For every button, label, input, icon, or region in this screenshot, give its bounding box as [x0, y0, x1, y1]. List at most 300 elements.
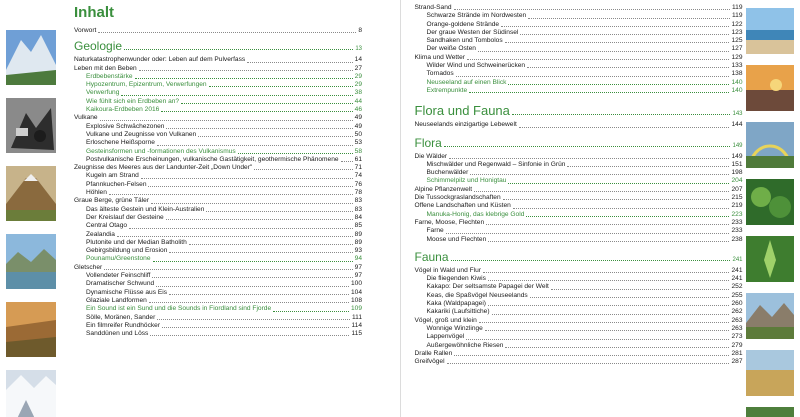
leader-dots: [454, 9, 730, 10]
toc-entry[interactable]: [66, 172, 362, 180]
toc-entry[interactable]: [66, 106, 362, 114]
entry-label: Schwarze Strände im Nordwesten: [426, 12, 527, 20]
entry-page: 84: [354, 213, 362, 221]
entry-page: 129: [731, 53, 743, 61]
entry-label: Wie fühlt sich ein Erdbeben an?: [86, 97, 180, 105]
entry-label: Postvulkanische Erscheinungen, vulkanische Gastätigkeit, geothermische Phänomene: [86, 155, 339, 163]
entry-page: 111: [351, 313, 362, 321]
leader-dots: [98, 32, 356, 33]
section-heading-flora-fauna[interactable]: [415, 103, 743, 118]
entry-label: Höhlen: [86, 189, 107, 197]
leader-dots: [169, 294, 349, 295]
entry-page: 100: [350, 280, 362, 288]
entry-page: 138: [731, 70, 743, 78]
toc-entry[interactable]: [66, 164, 362, 172]
entry-page: 125: [731, 37, 743, 45]
leader-dots: [467, 59, 730, 60]
leader-dots: [483, 272, 730, 273]
entry-page: 97: [354, 263, 362, 271]
leader-dots: [169, 252, 352, 253]
toc-flora-fauna-entries: [407, 121, 743, 129]
leader-dots: [153, 261, 353, 262]
entry-page: 215: [731, 194, 743, 202]
section-label: Fauna: [414, 249, 449, 264]
leader-dots: [109, 194, 353, 195]
entry-page: 233: [731, 218, 743, 226]
entry-page: 108: [350, 296, 362, 304]
leader-dots: [505, 347, 729, 348]
toc-left-entries: [66, 56, 362, 338]
entry-page: 241: [731, 266, 743, 274]
leader-dots: [488, 241, 729, 242]
toc-entry[interactable]: [407, 37, 743, 45]
entry-label: Erloschene Heißsporne: [86, 139, 155, 147]
toc-entry[interactable]: [407, 342, 743, 350]
toc-entry[interactable]: [66, 181, 362, 189]
toc-entry[interactable]: [407, 21, 743, 29]
leader-dots: [503, 199, 730, 200]
entry-label: Kakariki (Laufsittiche): [426, 308, 490, 316]
entry-page: 8: [358, 27, 362, 34]
leader-dots: [156, 286, 349, 287]
entry-label: Kaikoura-Erdbeben 2016: [86, 106, 160, 114]
toc-entry[interactable]: [407, 161, 743, 169]
leader-dots: [157, 145, 353, 146]
leader-dots: [149, 302, 349, 303]
entry-label: Pounamu/Greenstone: [86, 255, 151, 263]
toc-entry[interactable]: [407, 4, 743, 12]
leader-dots: [449, 158, 729, 159]
entry-page: 83: [354, 197, 362, 205]
entry-label: Kugeln am Strand: [86, 172, 139, 180]
entry-page: 207: [731, 185, 743, 193]
entry-label: Dramatischer Schwund: [86, 280, 155, 288]
toc-entry[interactable]: [66, 73, 362, 81]
leader-dots: [479, 322, 730, 323]
leader-dots: [520, 34, 729, 35]
entry-page: 279: [731, 341, 743, 349]
entry-page: 44: [354, 97, 362, 105]
entry-page: 287: [731, 358, 743, 366]
entry-label: Moose und Flechten: [426, 235, 487, 243]
toc-entry[interactable]: [407, 153, 743, 161]
entry-label: Vögel, groß und klein: [414, 316, 477, 324]
toc-entry[interactable]: [407, 87, 743, 95]
leader-dots: [150, 335, 349, 336]
leader-dots: [151, 203, 353, 204]
toc-entry[interactable]: [407, 79, 743, 87]
leader-dots: [135, 78, 353, 79]
sunset-sky-photo: [746, 65, 794, 111]
entry-page: 83: [354, 205, 362, 213]
entry-page: 241: [731, 275, 743, 283]
toc-entry[interactable]: [407, 45, 743, 53]
toc-right: [407, 4, 743, 366]
entry-page: 133: [731, 62, 743, 70]
leader-dots: [117, 236, 353, 237]
manuka-flowers-photo: [746, 407, 794, 417]
section-heading-fauna[interactable]: [415, 250, 743, 264]
leader-dots: [501, 26, 729, 27]
entry-page: 89: [354, 230, 362, 238]
tussock-photo: [746, 350, 794, 396]
entry-page: 114: [351, 321, 362, 329]
entry-page: 71: [354, 164, 362, 172]
entry-label: Sanddünen und Löss: [86, 330, 149, 338]
entry-page: 93: [354, 247, 362, 255]
entry-page: 50: [354, 130, 362, 138]
entry-page: 122: [731, 20, 743, 28]
leader-dots: [104, 269, 352, 270]
entry-label: Vulkane: [74, 114, 98, 122]
entry-page: 219: [731, 202, 743, 210]
toc-entry[interactable]: [66, 206, 362, 214]
entry-page: 46: [354, 106, 362, 114]
entry-label: Offene Landschaften und Küsten: [414, 202, 511, 210]
toc-entry[interactable]: [407, 350, 743, 358]
entry-page: 97: [354, 272, 362, 280]
entry-label: Central Otago: [86, 222, 128, 230]
toc-entry[interactable]: [66, 197, 362, 205]
leader-dots: [152, 277, 352, 278]
toc-entry[interactable]: [407, 267, 743, 275]
entry-label: Glaziale Landformen: [86, 296, 147, 304]
leader-dots: [528, 18, 730, 19]
entry-label: Gesteinsformen und -formationen des Vulkanismus: [86, 147, 236, 155]
leader-dots: [141, 178, 353, 179]
entry-label: Vulkane und Zeugnisse von Vulkanen: [86, 130, 197, 138]
toc-entry[interactable]: [407, 54, 743, 62]
leader-dots: [100, 120, 353, 121]
leader-dots: [148, 186, 352, 187]
toc-entry[interactable]: [66, 98, 362, 106]
toc-entry[interactable]: [66, 322, 362, 330]
entry-page: 223: [731, 210, 743, 218]
entry-label: Neuseelands einzigartige Lebewelt: [414, 121, 517, 129]
toc-entry[interactable]: [407, 194, 743, 202]
entry-page: 281: [731, 349, 743, 357]
entry-page: 94: [354, 255, 362, 263]
entry-label: Neuseeland auf einen Blick: [426, 78, 507, 86]
toc-entry[interactable]: [66, 81, 362, 89]
entry-page: 27: [354, 64, 362, 72]
toc-fauna-entries: [407, 267, 743, 367]
leader-dots: [513, 208, 730, 209]
entry-label: Ein Sound ist ein Sund und die Sounds in Fiordland sind Fjorde: [86, 305, 272, 313]
toc-entry[interactable]: [66, 214, 362, 222]
leader-dots: [121, 95, 352, 96]
entry-page: 38: [354, 89, 362, 97]
entry-label: Außergewöhnliche Riesen: [426, 341, 504, 349]
entry-label: Lappenvögel: [426, 333, 465, 341]
river-valley-photo: [6, 234, 56, 289]
toc-entry[interactable]: [407, 177, 743, 185]
volcano-photo: [6, 166, 56, 221]
entry-label: Tornados: [426, 70, 454, 78]
entry-page: 233: [731, 227, 743, 235]
toc-entry[interactable]: [407, 12, 743, 20]
leader-dots: [505, 42, 730, 43]
toc-entry[interactable]: [66, 289, 362, 297]
entry-page: 61: [354, 155, 362, 163]
toc-entry[interactable]: [407, 211, 743, 219]
toc-entry[interactable]: [66, 231, 362, 239]
toc-entry[interactable]: [66, 330, 362, 338]
entry-label: Kakapo: Der seltsamste Papagei der Welt: [426, 283, 549, 291]
leader-dots: [139, 70, 353, 71]
leader-dots: [247, 62, 352, 63]
leader-dots: [551, 289, 730, 290]
toc-entry[interactable]: [66, 264, 362, 272]
mountain-lake-photo: [6, 30, 56, 85]
toc-entry[interactable]: [66, 222, 362, 230]
entry-label: Der Kreislauf der Gesteine: [86, 213, 164, 221]
toc-title: Inhalt: [74, 4, 114, 21]
entry-page: 78: [354, 189, 362, 197]
entry-label: Erdbebenstärke: [86, 72, 133, 80]
entry-label: Alpine Pflanzenwelt: [414, 185, 473, 193]
entry-page: 252: [731, 283, 743, 291]
toc-entry[interactable]: [407, 236, 743, 244]
entry-page: 53: [354, 139, 362, 147]
leader-dots: [519, 127, 730, 128]
toc-entry[interactable]: [66, 305, 362, 313]
toc-entry[interactable]: [407, 317, 743, 325]
toc-entry[interactable]: [66, 297, 362, 305]
entry-page: 14: [354, 56, 362, 64]
leader-dots: [166, 128, 352, 129]
leader-dots: [492, 314, 730, 315]
entry-label: Graue Berge, grüne Täler: [74, 197, 150, 205]
toc-flora-entries: [407, 153, 743, 244]
toc-right-top-entries: [407, 4, 743, 95]
entry-label: Der weiße Osten: [426, 45, 476, 53]
rainbow-photo: [746, 122, 794, 168]
leader-dots: [508, 183, 729, 184]
leader-dots: [446, 233, 730, 234]
section-heading-geologie[interactable]: [74, 39, 362, 53]
leader-dots: [488, 280, 730, 281]
leader-dots: [447, 363, 730, 364]
entry-page: 119: [731, 12, 743, 20]
right-page: [401, 0, 800, 417]
toc-entry[interactable]: [407, 325, 743, 333]
leader-dots: [181, 103, 353, 104]
toc-entry[interactable]: [66, 255, 362, 263]
section-page: 13: [355, 46, 362, 53]
entry-page: 115: [351, 330, 362, 338]
entry-page: 104: [350, 288, 362, 296]
entry-label: Ein filmreifer Rundhöcker: [86, 321, 161, 329]
beach-photo: [746, 8, 794, 54]
entry-label: Keas, die Spaßvögel Neuseelands: [426, 291, 528, 299]
leader-dots: [456, 76, 730, 77]
leader-dots: [161, 111, 352, 112]
entry-page: 263: [731, 316, 743, 324]
leader-dots: [530, 297, 730, 298]
entry-label: Vögel in Wald und Flur: [414, 266, 481, 274]
entry-label: Buchenwälder: [426, 169, 469, 177]
toc-entry[interactable]: [66, 239, 362, 247]
leader-dots: [454, 355, 729, 356]
leader-dots: [486, 224, 729, 225]
entry-label: Pfannkuchen-Felsen: [86, 180, 147, 188]
entry-label: Vollendeter Feinschliff: [86, 272, 151, 280]
leader-dots: [478, 51, 730, 52]
entry-label: Der graue Westen der Südinsel: [426, 28, 519, 36]
entry-page: 127: [731, 45, 743, 53]
toc-entry[interactable]: [407, 283, 743, 291]
leader-dots: [512, 114, 731, 115]
entry-page: 49: [354, 114, 362, 122]
leader-dots: [451, 260, 731, 261]
leader-dots: [129, 228, 353, 229]
toc-entry[interactable]: [407, 292, 743, 300]
toc-entry[interactable]: [407, 169, 743, 177]
toc-entry[interactable]: [66, 280, 362, 288]
toc-entry[interactable]: [407, 275, 743, 283]
toc-entry[interactable]: [407, 29, 743, 37]
leader-dots: [470, 174, 729, 175]
leader-dots: [567, 166, 729, 167]
leader-dots: [238, 153, 353, 154]
entry-page: 109: [350, 305, 362, 313]
leader-dots: [508, 84, 729, 85]
leader-dots: [466, 339, 729, 340]
section-label: Flora: [414, 135, 442, 150]
entry-label: Dralle Rallen: [414, 349, 453, 357]
entry-label: Explosive Schwächezonen: [86, 122, 165, 130]
entry-page: 140: [731, 78, 743, 86]
leader-dots: [273, 311, 349, 312]
entry-page: 260: [731, 300, 743, 308]
entry-label: Schimmelpilz und Honigtau: [426, 177, 507, 185]
entry-label: Leben mit den Beben: [74, 64, 137, 72]
entry-label: Sölle, Moränen, Sander: [86, 313, 156, 321]
toc-entry[interactable]: [407, 70, 743, 78]
left-photo-strip: [6, 30, 56, 417]
leader-dots: [189, 244, 353, 245]
toc-entry[interactable]: [407, 358, 743, 366]
toc-entry[interactable]: [66, 131, 362, 139]
toc-entry[interactable]: [407, 219, 743, 227]
leader-dots: [485, 330, 730, 331]
toc-entry[interactable]: [66, 156, 362, 164]
toc-entry[interactable]: [66, 65, 362, 73]
entry-label: Mischwälder und Regenwald – Sinfonie in Grün: [426, 160, 566, 168]
entry-page: 255: [731, 291, 743, 299]
entry-page: 29: [354, 81, 362, 89]
toc-entry-vorwort[interactable]: [66, 27, 362, 35]
entry-label: Zealandia: [86, 230, 115, 238]
entry-page: 123: [731, 28, 743, 36]
toc-entry[interactable]: [66, 139, 362, 147]
section-label: Geologie: [74, 39, 123, 54]
leader-dots: [444, 146, 731, 147]
toc-entry[interactable]: [66, 56, 362, 64]
leader-dots: [474, 191, 729, 192]
entry-page: 76: [354, 180, 362, 188]
entry-label: Greifvögel: [414, 358, 445, 366]
toc-left: [66, 4, 362, 338]
entry-label: Zeugnisse des Meeres aus der Landunter-Zeit „Down Under": [74, 164, 253, 172]
toc-entry[interactable]: [66, 89, 362, 97]
entry-page: 119: [731, 4, 743, 11]
leader-dots: [341, 161, 353, 162]
toc-entry[interactable]: [66, 114, 362, 122]
entry-page: 273: [731, 333, 743, 341]
section-label: Flora und Fauna: [414, 103, 510, 119]
entry-label: Plutonite und der Median Batholith: [86, 238, 187, 246]
entry-label: Orange-goldene Strände: [426, 20, 500, 28]
entry-page: 149: [731, 152, 743, 160]
entry-page: 238: [731, 235, 743, 243]
toc-entry[interactable]: [66, 123, 362, 131]
toc-entry[interactable]: [407, 202, 743, 210]
entry-page: 144: [731, 121, 743, 129]
entry-label: Klima und Wetter: [414, 53, 465, 61]
earthquake-ruins-photo: [6, 98, 56, 153]
leader-dots: [488, 305, 729, 306]
leader-dots: [527, 67, 729, 68]
toc-entry[interactable]: [407, 186, 743, 194]
rock-formation-photo: [6, 302, 56, 357]
leader-dots: [157, 319, 350, 320]
entry-label: Dynamische Flüsse aus Eis: [86, 288, 167, 296]
entry-page: 204: [731, 177, 743, 185]
toc-entry[interactable]: [407, 300, 743, 308]
entry-page: 89: [354, 238, 362, 246]
entry-page: 58: [354, 147, 362, 155]
entry-page: 263: [731, 324, 743, 332]
section-page: 241: [732, 256, 743, 263]
right-photo-strip: [746, 8, 794, 417]
entry-page: 49: [354, 122, 362, 130]
toc-entry[interactable]: [407, 333, 743, 341]
ferns-photo: [746, 179, 794, 225]
leader-dots: [526, 216, 729, 217]
entry-page: 140: [731, 86, 743, 94]
toc-entry[interactable]: [407, 121, 743, 129]
entry-page: 29: [354, 72, 362, 80]
toc-entry[interactable]: [407, 308, 743, 316]
entry-label: Das älteste Gestein und Klein-Australien: [86, 205, 205, 213]
entry-label: Die Wälder: [414, 152, 448, 160]
green-plant-photo: [746, 236, 794, 282]
entry-label: Die Tussockgraslandschaften: [414, 194, 501, 202]
leader-dots: [254, 169, 352, 170]
entry-label: Extrempunkte: [426, 86, 468, 94]
entry-page: 85: [354, 222, 362, 230]
toc-entry[interactable]: [66, 247, 362, 255]
toc-entry[interactable]: [66, 189, 362, 197]
entry-label: Wonnige Winzlinge: [426, 324, 483, 332]
entry-label: Verwerfung: [86, 89, 120, 97]
leader-dots: [162, 327, 349, 328]
toc-entry[interactable]: [407, 62, 743, 70]
toc-entry[interactable]: [66, 272, 362, 280]
section-heading-flora[interactable]: [415, 136, 743, 150]
section-page: 149: [732, 142, 743, 149]
leader-dots: [469, 92, 729, 93]
toc-entry[interactable]: [66, 314, 362, 322]
entry-label: Vorwort: [74, 27, 97, 34]
entry-page: 151: [731, 160, 743, 168]
leader-dots: [198, 136, 352, 137]
toc-entry[interactable]: [66, 148, 362, 156]
leader-dots: [166, 219, 353, 220]
toc-entry[interactable]: [407, 227, 743, 235]
